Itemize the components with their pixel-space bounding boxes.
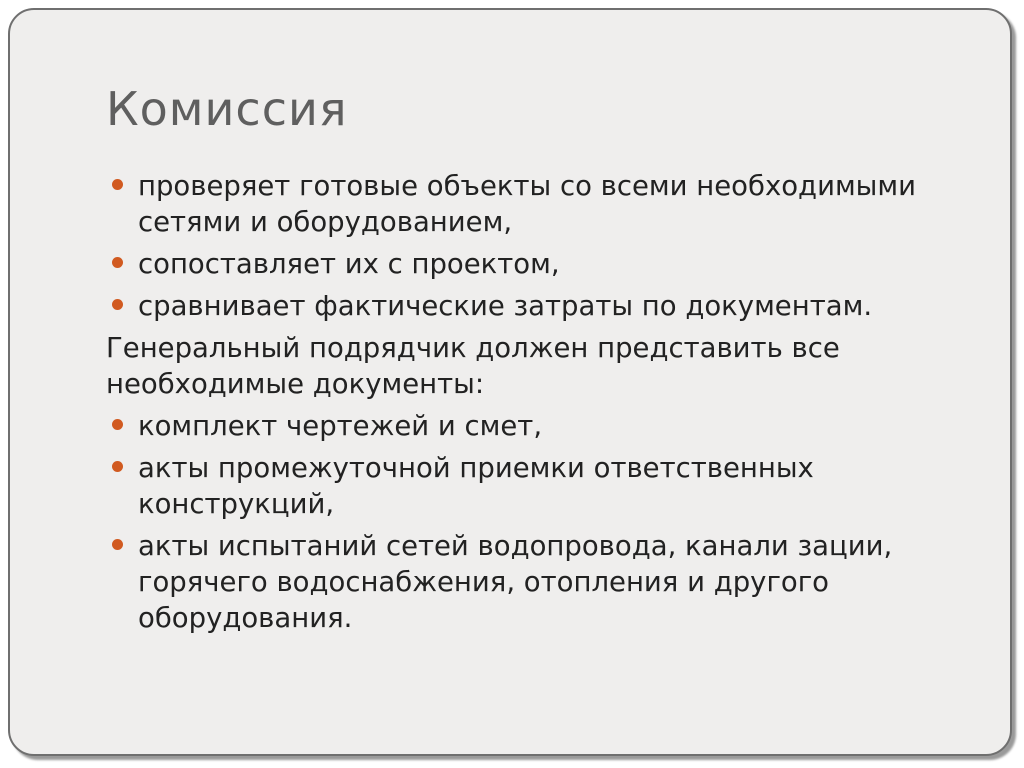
list-item [106, 168, 986, 240]
bullet-dot-icon [112, 461, 123, 472]
list-item-text: сравнивает фактические затраты по документам. [138, 290, 873, 322]
list-item-text: сопоставляет их с проектом, [138, 248, 560, 280]
list-item-text: акты испытаний сетей водопровода, канали зации, горячего водоснабжения, отопления и другого оборудования. [138, 530, 893, 634]
bullet-dot-icon [112, 539, 123, 550]
list-item [106, 528, 986, 636]
bullet-dot-icon [112, 257, 123, 268]
slide-title: Комиссия [106, 82, 348, 136]
list-item [106, 246, 986, 282]
list-item [106, 288, 986, 324]
list-item [106, 450, 986, 522]
list-item-text: акты промежуточной приемки ответственных конструкций, [138, 452, 814, 520]
slide-content [106, 168, 986, 642]
bullet-dot-icon [112, 179, 123, 190]
list-item-text: проверяет готовые объекты со всеми необходимыми сетями и оборудованием, [138, 170, 917, 238]
bullet-dot-icon [112, 419, 123, 430]
body-paragraph: Генеральный подрядчик должен представить все необходимые документы: [106, 332, 840, 400]
list-item [106, 408, 986, 444]
bullet-dot-icon [112, 299, 123, 310]
list-item-text: комплект чертежей и смет, [138, 410, 543, 442]
